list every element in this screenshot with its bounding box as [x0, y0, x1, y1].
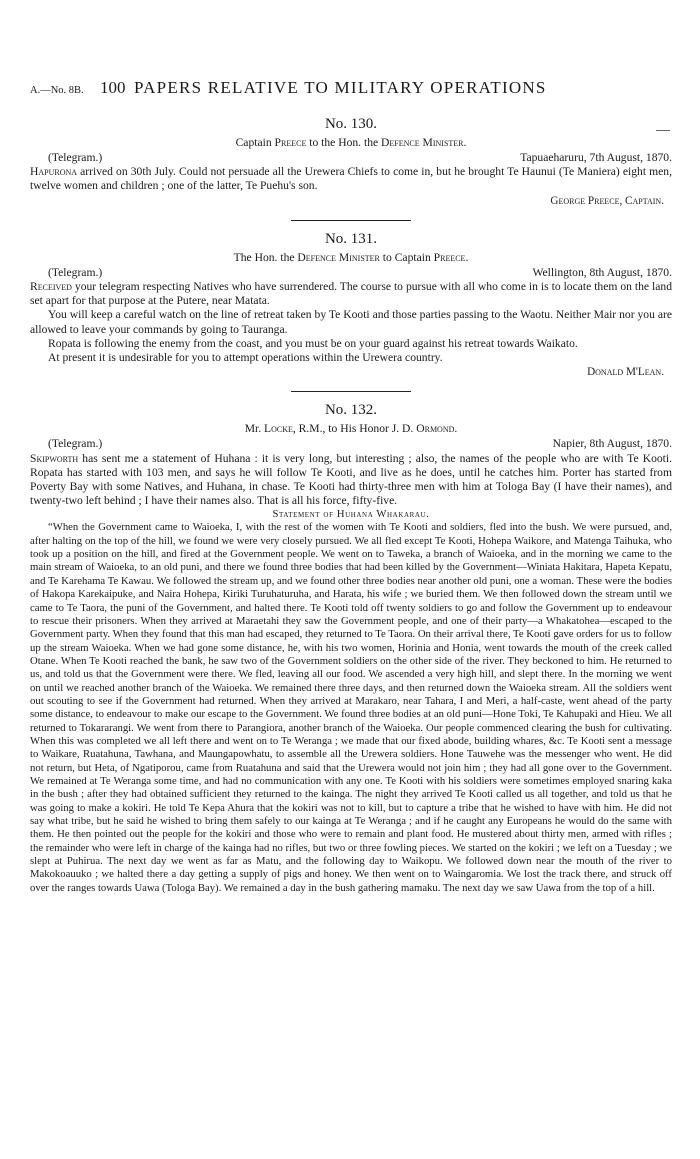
signature: Donald M'Lean.: [587, 366, 664, 379]
statement-heading: Statement of Huhana Whakarau.: [272, 509, 430, 521]
statement-text: “When the Government came to Waioeka, I, with the rest of the women with Te Kooti and soldiers, fled into the bush. We were pursued, and, after halting on the top of the hill, we found we were very closely pursued. We all fled except Te Kooti, Hohepa Waikore, and Matenga Taihuka, who took up a position on the hill, and fired at the Government people. We went on to Taweka, a branch of Waioeka, and in the morning we came to the main stream of Waioeka, to an old puni, and there we found three bodies that had been killed by the Government—Winiata Hakitara, Hapeta Kepatu, and Te Karehama Te Kawau. We followed the stream up, and we found other three bodies near another old puni, one a woman. These were the bodies of Hakopa Karekaipuke, and Naira Hohepa, Kiriki Turuhaturuha, and Harata, his wife ; we buried them. We then followed down the stream until we came to Te Taora, the puni of the Government, and halted there. Te Kooti told off twenty soldiers to go and follow the Government up to endeavour to rescue their prisoners. When they arrived at Maraetahi they saw the Government people, and one of their party—a Whakatohea—escaped to the Government party. When they found that this man had escaped, they returned to Te Taora. On their arrival there, Te Kooti gave orders for us to follow up the stream Waioeka. When we had gone some distance, he, with his two women, Horinia and Honia, went towards the mouth of the creek called Otane. When Te Kooti reached the bank, he saw two of the Government soldiers on the other side of the river. They beckoned to him. He returned to us, and told us that the Government were there. We fled, leaving all our food. We ascended a very high hill, and slept there. In the morning we went on until we reached another branch of the Waioeka. We remained there three days, and then returned down the Waioeka stream. All the soldiers went out scouting to see if the Government had returned. When they arrived at Marakaro, near Tahara, I and Meri, a half-caste, went ahead of the party some distance, to endeavour to make our escape to the Government. We found three bodies at an old puni—Hone Toki, Te Kahupaki and Hieu. We all returned to Tokararangi. We went from there to Parangiora, another branch of the Waioeka. Our people commenced clearing the bush for cultivating. When this was completed we all left there and went on to Te Weranga ; we made that our fixed abode, building whares, &c. Te Kooti sent a message to Waikare, Ruatahuna, Tawhana, and Maungapowhatu, to assemble all the Urewera soldiers. Hone Tauwehe was the messenger who went. He did not return, but Heta, of Ngatiporou, came from Ruatahuna and said that the Urewera would not join him ; they had all gone over to the Government. We remained at Te Weranga some time, and had no communication with any one. Te Kooti with his soldiers were sometimes employed snaring kaka in the bush ; after they had obtained sufficient they returned to the kainga. The night they arrived Te Kooti called us all together, and told us that he was going to make a kokiri. He told Te Kepa Ahura that the kokiri was not to kill, but to capture a tribe that he wished to have with him. He did not say what tribe, but he said he wished to bring them safely to our kainga at Te Weranga ; and if he caught any Europeans he would do the same with them. He then pointed out the people for the kokiri and those who were to remain and plant food. He mustered about thirty men, armed with rifles ; the remainder who were left in charge of the kainga had no rifles, but two or three fowling pieces. We started on the kokiri ; we left on a Tuesday ; we slept at Puhirua. The next day we went as far as Matu, and the following day to Waikopu. We followed down near the mouth of the river to Makokoauuko ; we halted there a day getting a supply of pigs and honey. We then went on to Waingaromia. We lost the track there, and struck off over the ranges towards Uawa (Tologa Bay). We remained a day in the bush gathering mamaku. The next day we saw Uawa from the top of a hill.: [30, 521, 672, 894]
telegram-line: [30, 266, 672, 280]
document-number: No. 132.: [324, 402, 378, 419]
running-head: [30, 78, 672, 102]
place-date: Tapuaeharuru, 7th August, 1870.: [520, 151, 672, 164]
telegram-label: (Telegram.): [48, 265, 103, 279]
telegram-line: [30, 437, 672, 451]
document-130: [30, 116, 672, 208]
place-date: Wellington, 8th August, 1870.: [532, 265, 672, 279]
page-number: 100: [100, 78, 126, 97]
telegram-label: (Telegram.): [48, 437, 103, 451]
message-paragraph: Ropata is following the enemy from the coast, and you must be on your guard against his retreat towards Waikato.: [48, 336, 578, 350]
section-divider: [291, 220, 411, 221]
place-date: Napier, 8th August, 1870.: [552, 437, 672, 451]
document-number: No. 130.: [324, 116, 378, 132]
document-route: Captain Preece to the Hon. the Defence Minister.: [235, 136, 467, 149]
document-route: The Hon. the Defence Minister to Captain Preece.: [233, 250, 469, 264]
document-number: No. 131.: [324, 230, 378, 247]
message-paragraph: Received your telegram respecting Natives who have surrendered. The course to pursue with all who come in is to locate them on the land set apart for that purpose at the Putere, near Matata.: [30, 280, 672, 308]
document-132: [30, 402, 672, 895]
message-paragraph: At present it is undesirable for you to attempt operations within the Urewera country.: [48, 351, 443, 365]
margin-mark: [656, 130, 670, 131]
telegram-line: [30, 151, 672, 165]
message-body: Hapurona arrived on 30th July. Could not persuade all the Urewera Chiefs to come in, but he brought Te Haunui (Te Maniera) eight men, twelve women and children ; one of the latter, Te Puehu's son.: [30, 165, 672, 193]
document-reference: A.—No. 8B.: [30, 85, 84, 96]
signature: George Preece, Captain.: [550, 194, 664, 207]
publication-title: PAPERS RELATIVE TO MILITARY OPERATIONS: [134, 78, 547, 97]
message-paragraph: You will keep a careful watch on the line of retreat taken by Te Kooti and those parties passing to the Waotu. Neither Mair nor you are allowed to leave your commands by going to Tauranga.: [30, 308, 672, 336]
document-131: [30, 231, 672, 380]
telegram-label: (Telegram.): [48, 151, 103, 164]
section-divider: [291, 391, 411, 392]
document-route: Mr. Locke, R.M., to His Honor J. D. Ormond.: [244, 422, 458, 436]
message-body: Skipworth has sent me a statement of Huhana : it is very long, but interesting ; also, the names of the people who are with Te Kooti. Ropata has started with 103 men, and says he will follow Te Kooti, and live as he does, until he catches him. Porter has started from Poverty Bay with some Natives, and Huhana, in chase. Te Kooti had thirty-three men with him at Tologa Bay (I have their names), and twenty-two left behind ; I have their names also. That is all his force, fifty-five.: [30, 451, 672, 508]
